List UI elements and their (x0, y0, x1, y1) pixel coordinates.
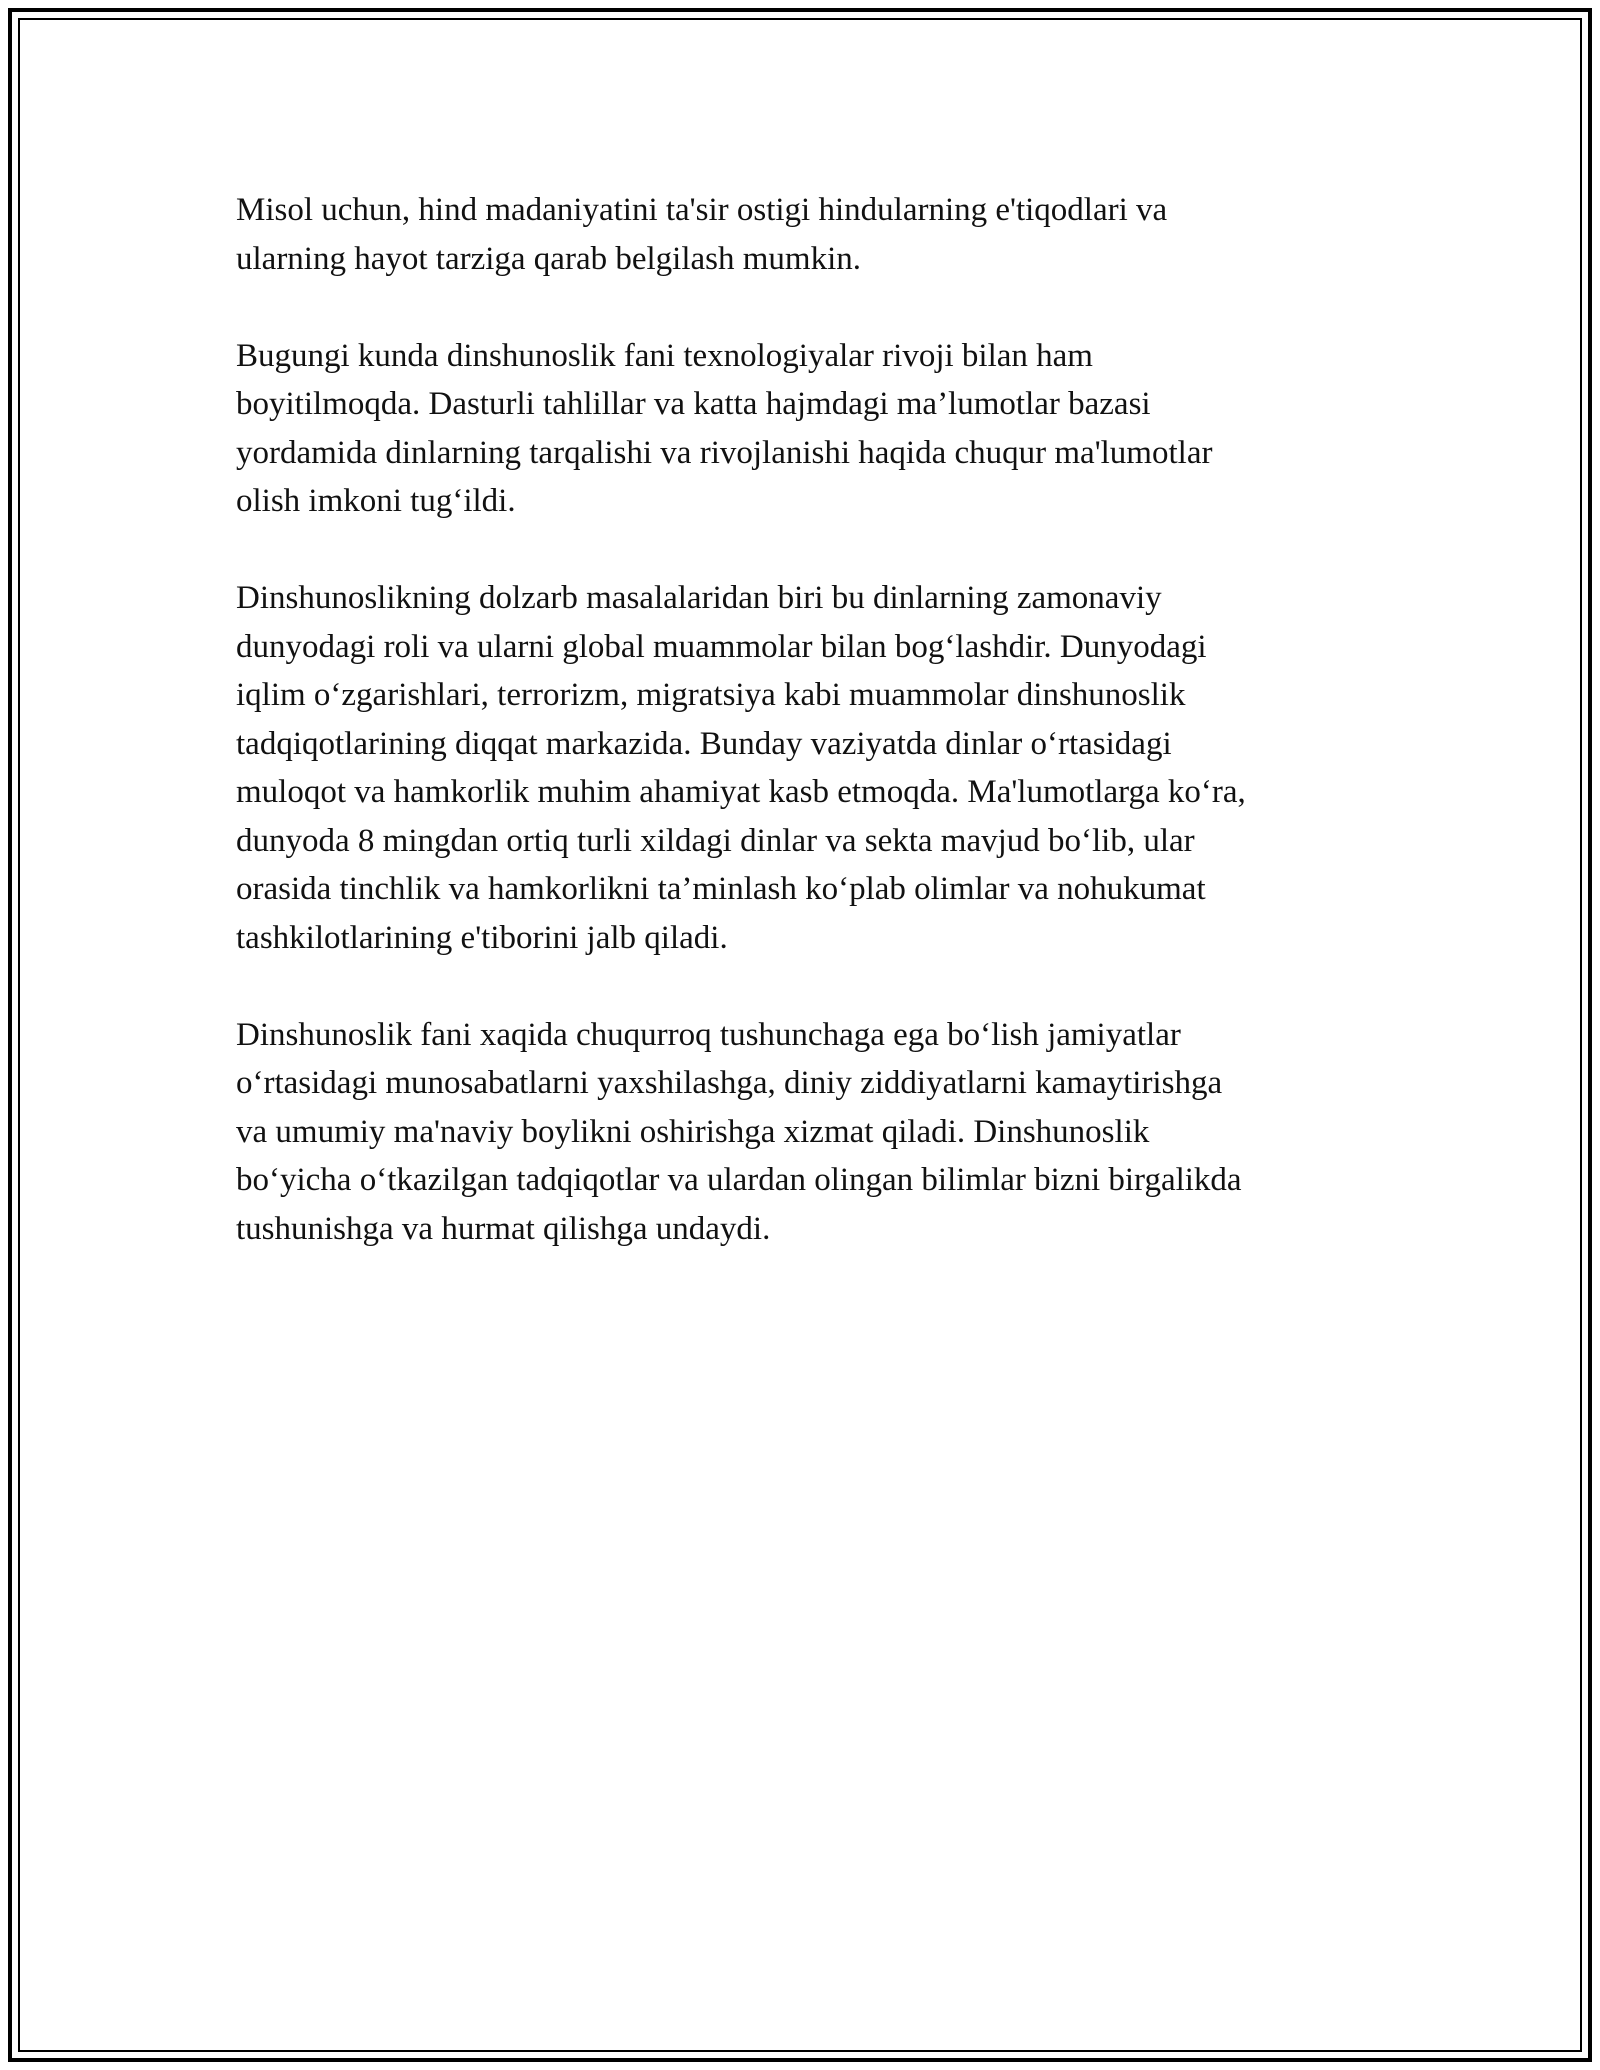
paragraph (236, 332, 1366, 526)
paragraph (236, 574, 1366, 962)
text-line: ularning hayot tarziga qarab belgilash mumkin. (236, 240, 861, 277)
text-line: yordamida dinlarning tarqalishi va rivojlanishi haqida chuqur ma'lumotlar (236, 434, 1213, 471)
paragraph (236, 1011, 1366, 1254)
text-line: dunyodagi roli va ularni global muammolar bilan bog‘lashdir. Dunyodagi (236, 628, 1207, 665)
text-line: bo‘yicha o‘tkazilgan tadqiqotlar va ulardan olingan bilimlar bizni birgalikda (236, 1162, 1242, 1198)
text-line: tadqiqotlarining diqqat markazida. Bunday vaziyatda dinlar o‘rtasidagi (236, 725, 1172, 762)
text-line: olish imkoni tug‘ildi. (236, 483, 516, 519)
paragraph (236, 186, 1366, 283)
text-line: Dinshunoslik fani xaqida chuqurroq tushunchaga ega bo‘lish jamiyatlar (236, 1016, 1181, 1053)
text-line: dunyoda 8 mingdan ortiq turli xildagi dinlar va sekta mavjud bo‘lib, ular (236, 822, 1195, 859)
text-line: muloqot va hamkorlik muhim ahamiyat kasb etmoqda. Ma'lumotlarga ko‘ra, (236, 774, 1246, 810)
text-line: Misol uchun, hind madaniyatini ta'sir ostigi hindularning e'tiqodlari va (236, 192, 1168, 228)
text-line: orasida tinchlik va hamkorlikni ta’minlash ko‘plab olimlar va nohukumat (236, 871, 1206, 907)
text-line: tashkilotlarining e'tiborini jalb qiladi. (236, 919, 728, 956)
text-line: Bugungi kunda dinshunoslik fani texnologiyalar rivoji bilan ham (236, 337, 1093, 374)
text-line: iqlim o‘zgarishlari, terrorizm, migratsiya kabi muammolar dinshunoslik (236, 677, 1186, 713)
document-body (236, 186, 1366, 1302)
text-line: va umumiy ma'naviy boylikni oshirishga xizmat qiladi. Dinshunoslik (236, 1113, 1150, 1150)
text-line: tushunishga va hurmat qilishga undaydi. (236, 1210, 771, 1247)
text-line: Dinshunoslikning dolzarb masalalaridan biri bu dinlarning zamonaviy (236, 580, 1162, 616)
text-line: boyitilmoqda. Dasturli tahlillar va katta hajmdagi ma’lumotlar bazasi (236, 386, 1151, 422)
text-line: o‘rtasidagi munosabatlarni yaxshilashga, diniy ziddiyatlarni kamaytirishga (236, 1065, 1223, 1101)
